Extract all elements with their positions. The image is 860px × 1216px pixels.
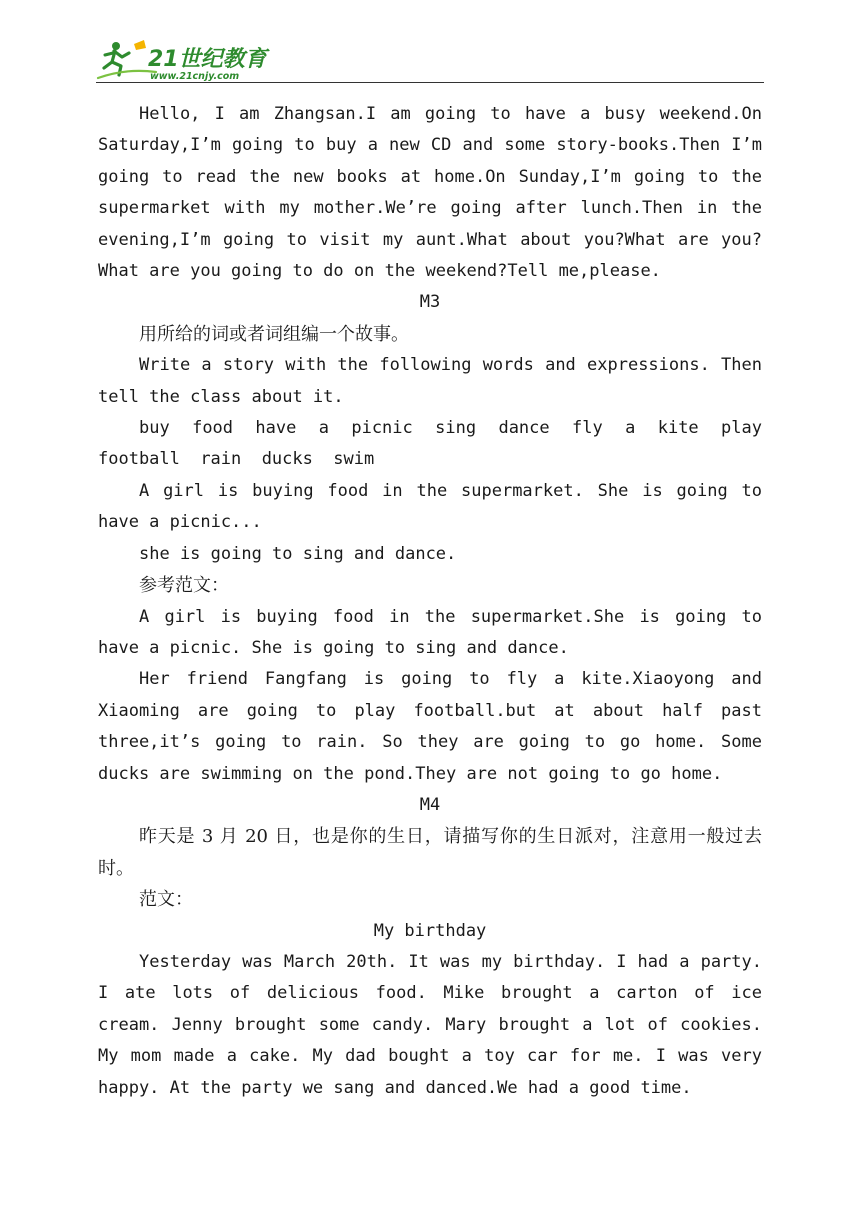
- section-heading-m3: M3: [419, 292, 441, 313]
- intro-paragraph: Hello, I am Zhangsan.I am going to have a busy weekend.On Saturday,I’m going to buy a new CD and some story-books.Then I’m going to read the new books at home.On Sunday,I’m going to the supermarket with my mother.We’re going after lunch.Then in the evening,I’m going to visit my aunt.What about you?What are you?What are you going to do on the weekend?Tell me,please.: [98, 104, 762, 282]
- logo-21cnjy: [96, 38, 276, 82]
- m4-sample-label: 范文：: [139, 889, 193, 911]
- m3-reference-paragraph-2: Her friend Fangfang is going to fly a kite.Xiaoyong and Xiaoming are going to play football.but at about half past three,it’s going to rain. So they are going to go home. Some ducks are swimming on the pond.They are not going to go home.: [98, 669, 762, 784]
- m3-reference-label: 参考范文：: [139, 575, 229, 597]
- document-body: [98, 99, 762, 1104]
- m3-instruction-zh: 用所给的词或者词组编一个故事。: [139, 323, 409, 345]
- section-heading-m4: M4: [419, 794, 441, 815]
- essay-paragraph: Yesterday was March 20th. It was my birthday. I had a party. I ate lots of delicious food. Mike brought a carton of ice cream. Jenny brought some candy. Mary brought a lot of cookies. My mom made a cake. My dad bought a toy car for me. I was very happy. At the party we sang and danced.We had a good time.: [98, 951, 762, 1098]
- m3-example-1: A girl is buying food in the supermarket. She is going to have a picnic...: [98, 480, 762, 533]
- page-header: [96, 38, 764, 84]
- m3-example-2: she is going to sing and dance.: [139, 543, 457, 564]
- m4-instruction-zh: 昨天是 3 月 20 日，也是你的生日，请描写你的生日派对，注意用一般过去时。: [98, 826, 762, 879]
- m3-reference-paragraph-1: A girl is buying food in the supermarket.She is going to have a picnic. She is going to sing and dance.: [98, 606, 762, 658]
- m3-word-list: buy food have a picnic sing dance fly a kite play football rain ducks swim: [98, 418, 762, 470]
- svg-text:21世纪教育: 21世纪教育: [148, 47, 267, 72]
- svg-text:www.21cnjy.com: www.21cnjy.com: [150, 71, 240, 82]
- header-divider: [96, 82, 764, 83]
- essay-title: My birthday: [373, 920, 487, 941]
- m3-instruction-en: Write a story with the following words and expressions. Then tell the class about it.: [98, 355, 762, 407]
